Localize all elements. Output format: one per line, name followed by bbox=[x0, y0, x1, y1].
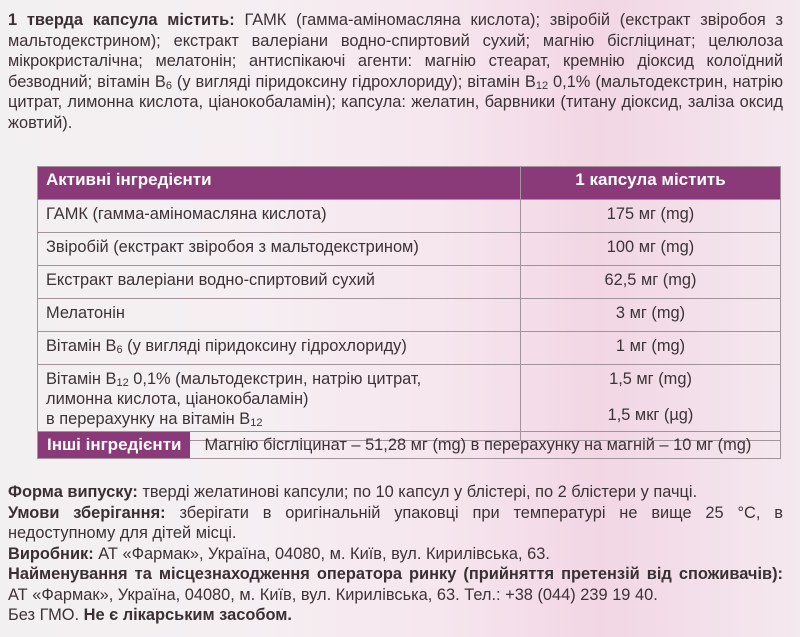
ingredient-name bbox=[38, 365, 521, 441]
release-form-label: Форма випуску: bbox=[8, 483, 138, 501]
ingredient-amount: 3 мг (mg) bbox=[521, 299, 781, 332]
table-row bbox=[38, 266, 781, 299]
ingredient-amount: 62,5 мг (mg) bbox=[521, 266, 781, 299]
composition-text-b: (у вигляді піридоксину гідрохлориду); вітамін B bbox=[171, 72, 536, 91]
operator-text: АТ «Фармак», Україна, 04080, м. Київ, вул. Кирилівська, 63. Тел.: +38 (044) 239 19 40. bbox=[8, 585, 658, 604]
vitamin-b6-post: (у вигляді піридоксину гідрохлориду) bbox=[122, 337, 407, 355]
vitamin-b12-sub: 12 bbox=[116, 377, 129, 389]
composition-paragraph bbox=[8, 10, 783, 133]
vitamin-b6-sub: 6 bbox=[116, 344, 123, 356]
vitamin-b12-line3: в перерахунку на вітамін B bbox=[46, 410, 251, 428]
vitamin-b12-line2: лимонна кислота, ціанокобаламін) bbox=[46, 390, 309, 408]
active-ingredients-table bbox=[37, 166, 781, 441]
footer-info bbox=[8, 482, 783, 626]
composition-sub-a: 6 bbox=[165, 79, 172, 92]
table-row bbox=[38, 233, 781, 266]
table-row bbox=[38, 365, 781, 441]
ingredient-amount: 175 мг (mg) bbox=[521, 200, 781, 233]
ingredient-amount: 100 мг (mg) bbox=[521, 233, 781, 266]
market-operator bbox=[8, 564, 783, 605]
storage-text: зберігати в оригінальній упаковці при температурі не вище 25 °С, в недоступному для дітей місці. bbox=[8, 503, 783, 542]
vitamin-b12-amount-converted: 1,5 мкг (µg) bbox=[607, 406, 694, 424]
storage-label: Умови зберігання: bbox=[8, 503, 166, 522]
ingredient-name: Мелатонін bbox=[38, 299, 521, 332]
vitamin-b12-pre: Вітамін B bbox=[46, 370, 117, 388]
table-header-row bbox=[38, 167, 781, 200]
vitamin-b12-amount: 1,5 мг (mg) bbox=[609, 370, 692, 388]
ingredient-name: Екстракт валеріани водно-спиртовий сухий bbox=[38, 266, 521, 299]
other-ingredients-text: Магнію бісгліцинат – 51,28 мг (mg) в перерахунку на магній – 10 мг (mg) bbox=[204, 435, 752, 454]
composition-sub-b: 12 bbox=[535, 79, 549, 92]
other-ingredients-row bbox=[37, 431, 781, 459]
gmo-free: Без ГМО. bbox=[8, 606, 80, 624]
release-form bbox=[8, 482, 783, 503]
other-ingredients-label: Інші інгредієнти bbox=[38, 432, 190, 458]
header-per-capsule: 1 капсула містить bbox=[521, 167, 781, 200]
ingredient-name bbox=[38, 332, 521, 365]
table-row bbox=[38, 332, 781, 365]
composition-text-a: ГАМК (гамма-аміномасляна кислота); звіробій (екстракт звіробоя з мальтодекстрином); екстракт валеріани водно-спиртовий сухий; магнію бісгліцинат; целюлоза мікрокристалічна; мелатонін; антиспікаючі агенти: магнію стеарат, кремнію діоксид колоїдний безводний; вітамін B bbox=[8, 11, 783, 91]
release-form-text: тверді желатинові капсули; по 10 капсул у блістері, по 2 блістери у пачці. bbox=[137, 483, 698, 501]
ingredient-amount bbox=[521, 365, 781, 441]
vitamin-b12-line3-sub: 12 bbox=[250, 417, 263, 429]
operator-label: Найменування та місцезнаходження оператора ринку (прийняття претензій від споживачів): bbox=[8, 565, 783, 583]
header-active-ingredients: Активні інгредієнти bbox=[38, 167, 521, 200]
manufacturer-label: Виробник: bbox=[8, 544, 94, 563]
vitamin-b12-post: 0,1% (мальтодекстрин, натрію цитрат, bbox=[128, 370, 422, 388]
manufacturer bbox=[8, 544, 783, 565]
composition-label: 1 тверда капсула містить: bbox=[8, 11, 235, 29]
disclaimers bbox=[8, 605, 783, 626]
vitamin-b6-pre: Вітамін B bbox=[46, 337, 117, 355]
not-a-drug: Не є лікарським засобом. bbox=[83, 606, 292, 624]
ingredient-name: ГАМК (гамма-аміномасляна кислота) bbox=[38, 200, 521, 233]
table-row bbox=[38, 200, 781, 233]
manufacturer-text: АТ «Фармак», Україна, 04080, м. Київ, вул. Кирилівська, 63. bbox=[93, 544, 550, 563]
table-row bbox=[38, 299, 781, 332]
storage-conditions bbox=[8, 503, 783, 544]
composition-text-c: 0,1% (мальтодекстрин, натрію цитрат, лимонна кислота, ціанокобаламін); капсула: желатин, барвники (титану діоксид, заліза оксид жовтий). bbox=[8, 72, 783, 132]
ingredient-name: Звіробій (екстракт звіробоя з мальтодекстрином) bbox=[38, 233, 521, 266]
ingredient-amount: 1 мг (mg) bbox=[521, 332, 781, 365]
